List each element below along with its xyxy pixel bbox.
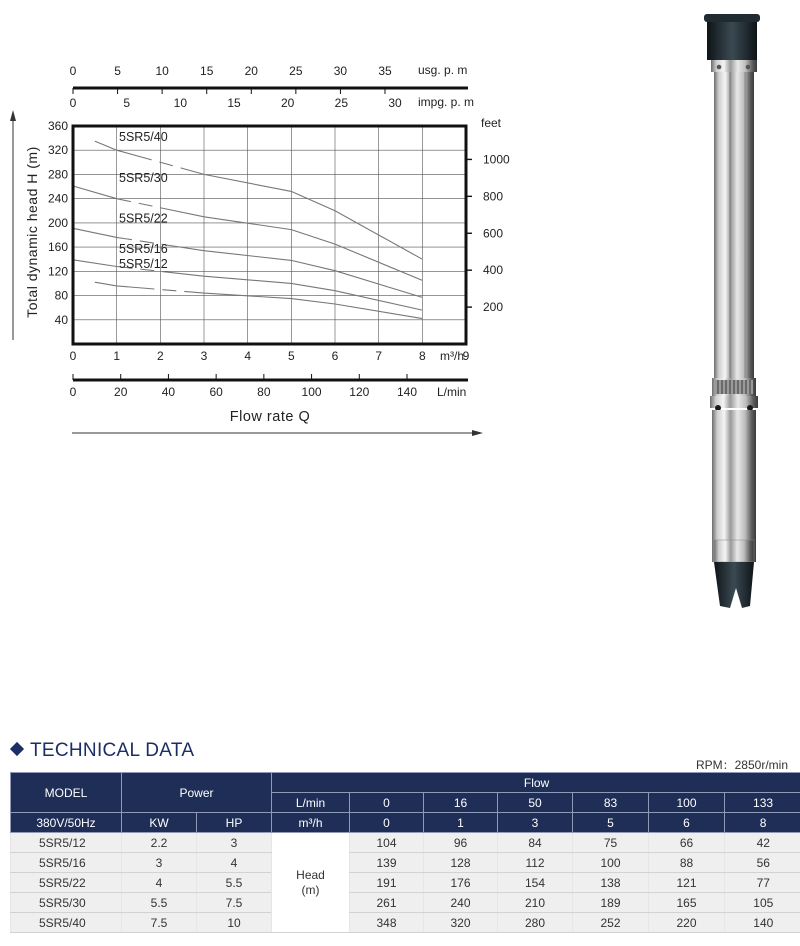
head-label: Head [296,867,325,882]
lmin-value: 0 [350,793,424,813]
head-label-cell [272,833,350,933]
head-cell: 252 [573,913,649,933]
head-cell: 56 [725,853,800,873]
x-tick-label: 5 [287,349,295,363]
lmin-tick-label: 40 [161,385,176,399]
head-cell: 348 [350,913,424,933]
feet-tick-label: 1000 [483,152,510,167]
lmin-value: 83 [573,793,649,813]
x-tick-label: 4 [244,349,252,363]
series-label: 5SR5/12 [119,257,168,272]
head-cell: 140 [725,913,800,933]
kw-header: KW [122,813,197,833]
impg-tick-label: 5 [123,96,131,110]
head-cell: 280 [498,913,573,933]
diamond-icon [10,742,24,756]
usg-tick-label: 30 [333,64,348,78]
head-cell: 96 [424,833,498,853]
series-label: 5SR5/40 [119,130,168,145]
model-cell: 5SR5/12 [11,833,122,853]
head-cell: 191 [350,873,424,893]
y-tick-label: 240 [47,191,68,206]
lmin-tick-label: 120 [349,385,370,399]
model-cell: 5SR5/30 [11,893,122,913]
m3h-value: 0 [350,813,424,833]
technical-data-title-text: TECHNICAL DATA [30,740,195,761]
m3h-value: 1 [424,813,498,833]
head-cell: 77 [725,873,800,893]
y-arrow-head-icon [10,110,16,121]
lmin-value: 50 [498,793,573,813]
kw-cell: 4 [122,873,197,893]
head-cell: 112 [498,853,573,873]
y-tick-label: 40 [54,312,68,327]
head-cell: 138 [573,873,649,893]
y-tick-label: 200 [47,215,68,230]
hp-cell: 10 [197,913,272,933]
usg-tick-label: 5 [114,64,121,78]
head-cell: 220 [649,913,725,933]
x-axis-title: Flow rate Q [229,409,311,425]
kw-cell: 7.5 [122,913,197,933]
x-tick-label: 6 [331,349,339,363]
usg-tick-label: 25 [289,64,303,78]
head-cell: 240 [424,893,498,913]
table-row [11,833,800,853]
lmin-tick-label: 100 [301,385,322,399]
head-cell: 42 [725,833,800,853]
lmin-value: 16 [424,793,498,813]
kw-cell: 5.5 [122,893,197,913]
x-tick-label: 9 [462,349,470,363]
feet-tick-label: 200 [483,300,504,315]
technical-data-title [10,740,194,762]
head-cell: 210 [498,893,573,913]
y-axis-title: Total dynamic head H (m) [24,146,40,318]
x-tick-label: 1 [113,349,121,363]
impg-tick-label: 10 [173,96,188,110]
voltage-cell: 380V/50Hz [11,813,122,833]
usg-tick-label: 10 [155,64,169,78]
head-cell: 88 [649,853,725,873]
hp-cell: 3 [197,833,272,853]
impg-scale-label: impg. p. m [418,95,475,109]
x-unit-label: m³/h [440,349,464,363]
head-cell: 105 [725,893,800,913]
flow-header: Flow [272,773,800,793]
y-tick-label: 80 [54,288,68,303]
model-cell: 5SR5/16 [11,853,122,873]
x-arrow-head-icon [472,430,483,436]
m3h-value: 8 [725,813,800,833]
m3h-value: 3 [498,813,573,833]
table-row [11,853,800,873]
head-cell: 165 [649,893,725,913]
head-cell: 66 [649,833,725,853]
m3h-unit-cell: m³/h [272,813,350,833]
head-cell: 128 [424,853,498,873]
head-unit: (m) [301,882,320,897]
impg-tick-label: 15 [227,96,241,110]
kw-cell: 2.2 [122,833,197,853]
m3h-value: 5 [573,813,649,833]
y-tick-label: 280 [47,167,68,182]
usg-tick-label: 0 [69,64,77,78]
head-cell: 75 [573,833,649,853]
model-header: MODEL [11,773,122,813]
x-tick-label: 8 [418,349,426,363]
plot-frame [73,126,466,344]
usg-scale-label: usg. p. m [418,63,468,77]
technical-data-table [10,772,800,933]
y-tick-label: 320 [47,143,68,158]
y-tick-label: 160 [47,240,68,255]
feet-unit-label: feet [480,116,502,130]
kw-cell: 3 [122,853,197,873]
head-cell: 100 [573,853,649,873]
lmin-tick-label: 0 [69,385,77,399]
lmin-unit-cell: L/min [272,793,350,813]
feet-tick-label: 600 [483,226,504,241]
hp-cell: 4 [197,853,272,873]
x-tick-label: 2 [156,349,164,363]
model-cell: 5SR5/22 [11,873,122,893]
rpm-label: RPM：2850r/min [695,758,788,772]
y-tick-label: 360 [47,119,68,133]
table-row [11,893,800,913]
feet-tick-label: 400 [483,263,504,278]
lmin-scale-label: L/min [437,385,467,399]
lmin-tick-label: 60 [209,385,223,399]
table-row [11,873,800,893]
usg-tick-label: 35 [378,64,392,78]
lmin-tick-label: 20 [114,385,128,399]
hp-header: HP [197,813,272,833]
hp-cell: 5.5 [197,873,272,893]
head-cell: 121 [649,873,725,893]
head-cell: 176 [424,873,498,893]
lmin-tick-label: 140 [396,385,418,399]
head-cell: 261 [350,893,424,913]
lmin-tick-label: 80 [257,385,271,399]
x-tick-label: 0 [69,349,77,363]
performance-chart [0,0,680,450]
usg-tick-label: 20 [244,64,258,78]
y-tick-label: 120 [47,264,68,279]
impg-tick-label: 25 [334,96,349,110]
m3h-value: 6 [649,813,725,833]
impg-tick-label: 30 [388,96,402,110]
power-header: Power [122,773,272,813]
usg-tick-label: 15 [200,64,214,78]
series-curve [95,282,423,318]
lmin-value: 100 [649,793,725,813]
impg-tick-label: 0 [69,96,77,110]
x-tick-label: 3 [200,349,208,363]
head-cell: 320 [424,913,498,933]
series-label: 5SR5/22 [119,211,168,226]
submersible-pump-image [690,10,780,620]
head-cell: 154 [498,873,573,893]
series-label: 5SR5/16 [119,241,168,256]
model-cell: 5SR5/40 [11,913,122,933]
series-label: 5SR5/30 [119,170,168,185]
head-cell: 139 [350,853,424,873]
hp-cell: 7.5 [197,893,272,913]
lmin-value: 133 [725,793,800,813]
impg-tick-label: 20 [280,96,295,110]
head-cell: 189 [573,893,649,913]
head-cell: 84 [498,833,573,853]
feet-tick-label: 800 [483,189,504,204]
x-tick-label: 7 [375,349,383,363]
table-row [11,913,800,933]
head-cell: 104 [350,833,424,853]
